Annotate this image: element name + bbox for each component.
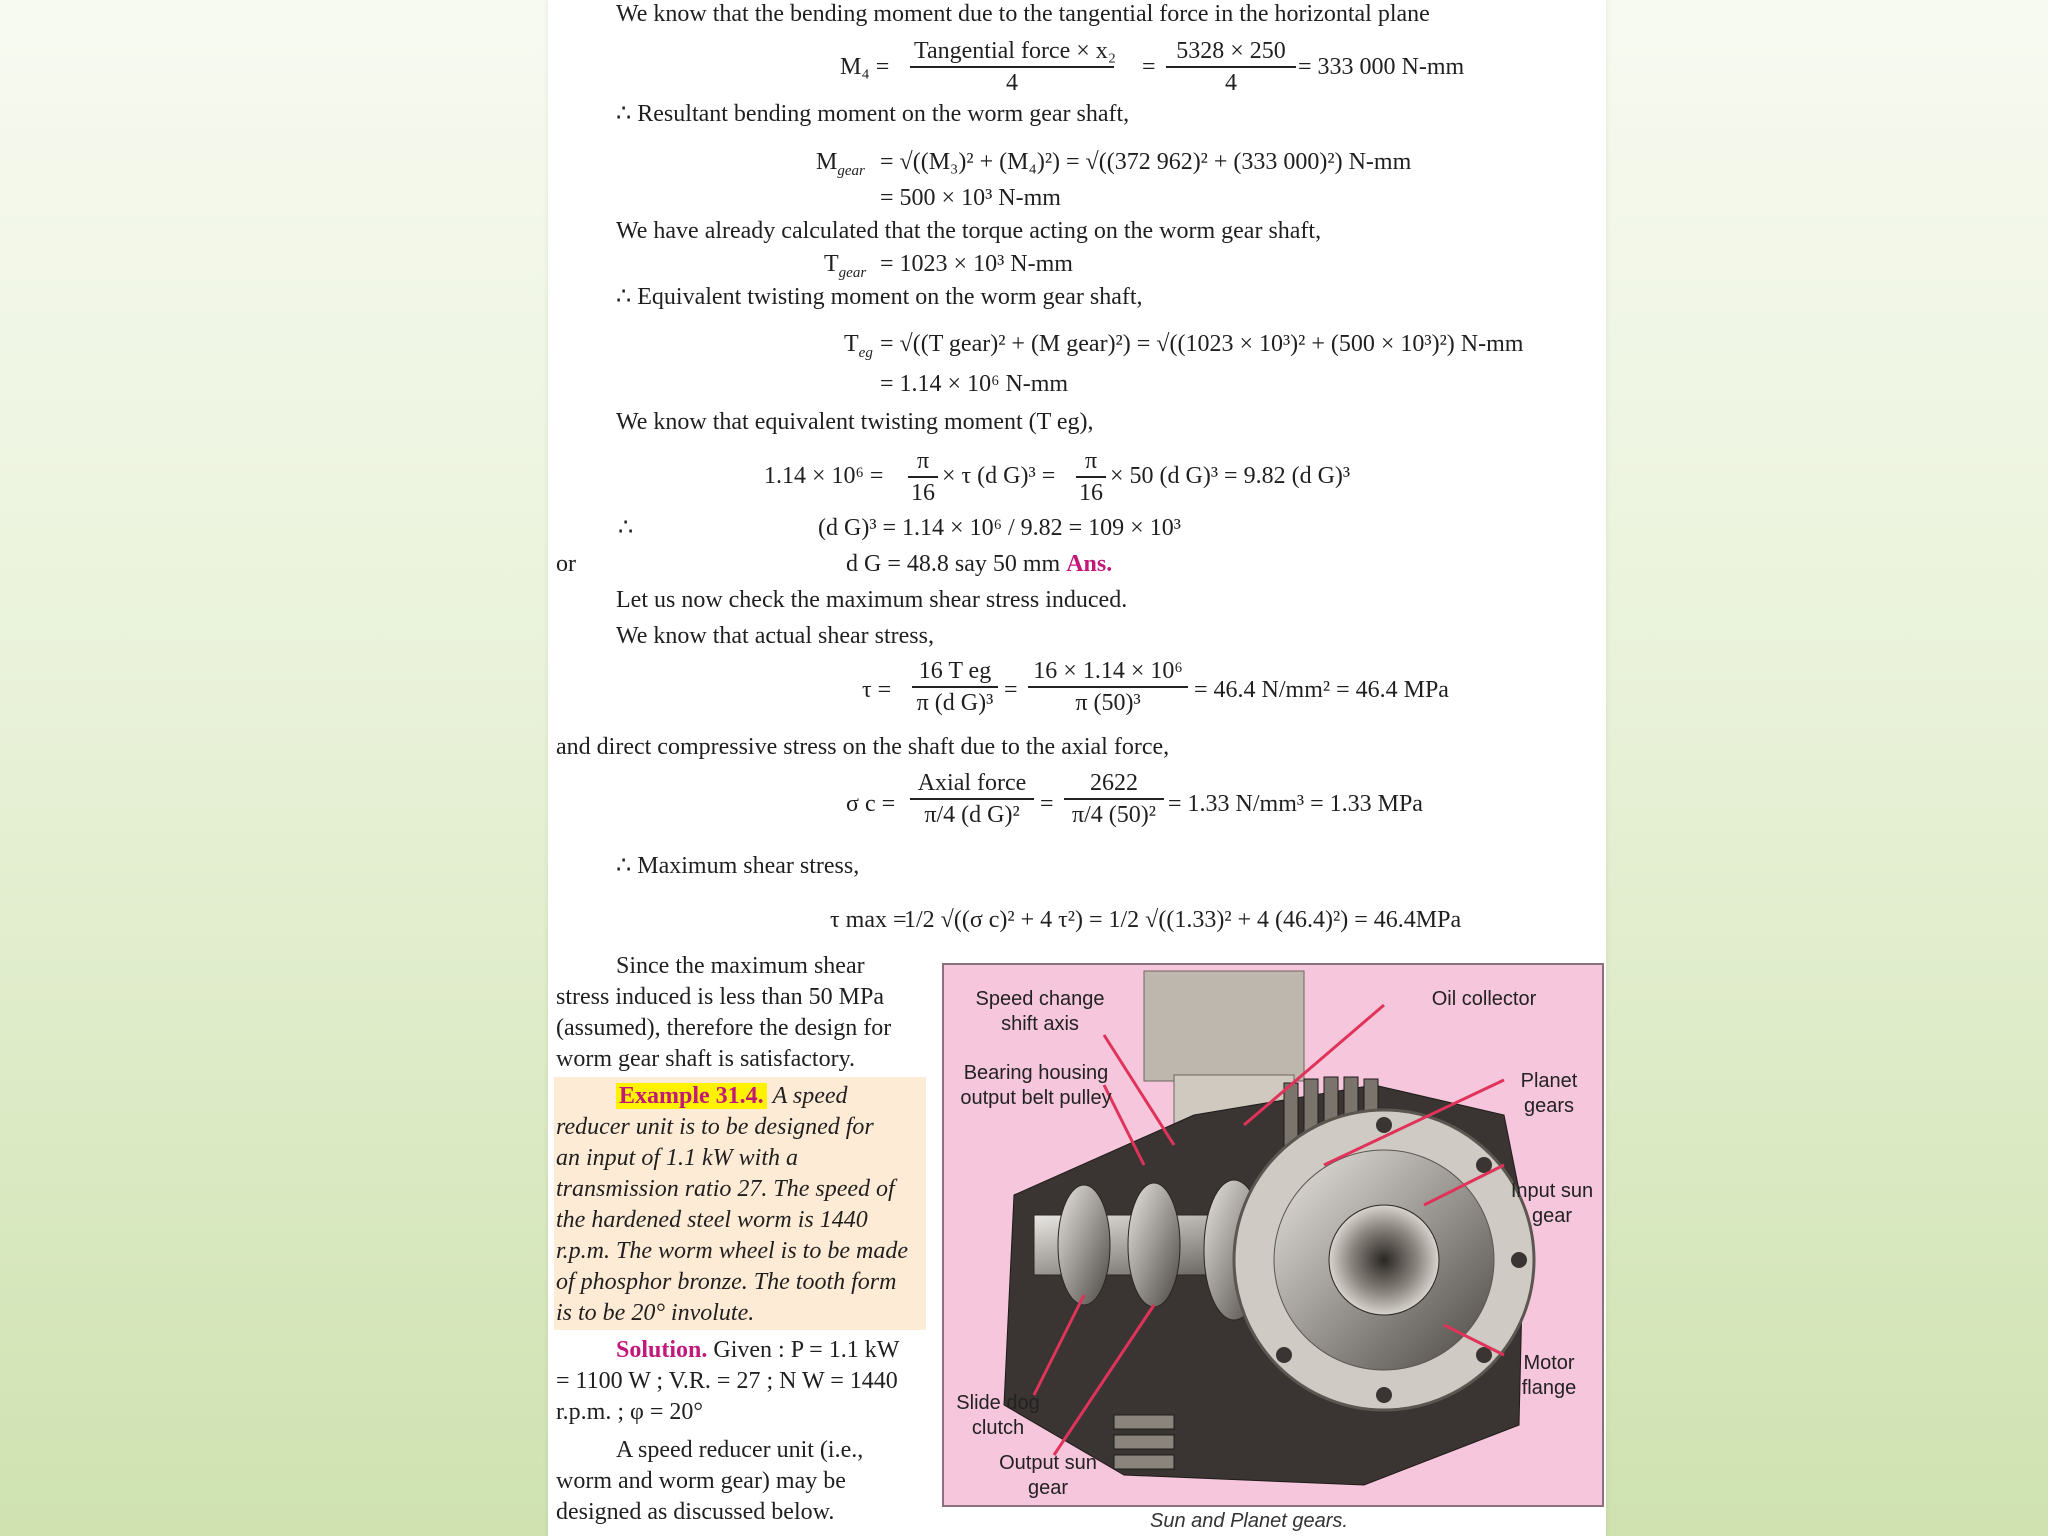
teg-subscript: eg	[858, 344, 873, 361]
teg-symbol: T	[844, 331, 859, 357]
equals-sign: =	[1142, 54, 1156, 80]
label-line: Input sun	[1510, 1180, 1594, 1202]
m4-result: = 333 000 N-mm	[1298, 54, 1465, 80]
paragraph-line: (assumed), therefore the design for	[556, 1015, 892, 1041]
bottom-fins	[1114, 1415, 1174, 1469]
sixteen-denominator: 16	[911, 480, 935, 506]
label-line: output belt pulley	[960, 1087, 1112, 1109]
paragraph-line: stress induced is less than 50 MPa	[556, 984, 884, 1010]
label-input-sun-gear	[1504, 1179, 1600, 1229]
solution-line: r.p.m. ; φ = 20°	[556, 1399, 703, 1425]
m4-lhs: M₄ =	[840, 54, 890, 80]
label-line: Output sun	[999, 1452, 1097, 1474]
example-line: r.p.m. The worm wheel is to be made	[556, 1238, 908, 1264]
mgear-equation-1: = √((M₃)² + (M₄)²) = √((372 962)² + (333 000)²) N-mm	[880, 149, 1412, 175]
equals-sign: =	[1040, 791, 1054, 817]
solution-line: = 1100 W ; V.R. = 27 ; N W = 1440	[556, 1368, 898, 1394]
mgear-lhs	[816, 148, 865, 185]
tgear-subscript: gear	[838, 264, 867, 281]
m4-denominator-2: 4	[1225, 70, 1237, 96]
text-line: ∴ Resultant bending moment on the worm gear shaft,	[616, 101, 1130, 127]
label-speed-change	[956, 987, 1124, 1037]
label-line: Oil collector	[1431, 988, 1537, 1010]
m4-fraction-1	[910, 36, 1117, 98]
label-line: gear	[1027, 1477, 1069, 1499]
label-bearing-housing	[948, 1061, 1124, 1111]
m4-numerator-1: Tangential force × x₂	[910, 36, 1114, 68]
label-slide-dog-clutch	[948, 1391, 1048, 1441]
sigma-denominator-1: π/4 (d G)²	[924, 802, 1020, 828]
equals-sign: =	[1004, 677, 1018, 703]
pi-numerator: π	[908, 446, 938, 478]
tau-denominator-1: π (d G)³	[916, 690, 994, 716]
solution-paragraph-line: worm and worm gear) may be	[556, 1468, 846, 1494]
eq7-text: d G = 48.8 say 50 mm	[846, 551, 1061, 577]
eq5-middle-1: × τ (d G)³ =	[942, 463, 1056, 489]
tau-max-lhs: τ max =	[830, 907, 907, 933]
tgear-equation: = 1023 × 10³ N-mm	[880, 251, 1073, 277]
label-line: Planet	[1520, 1070, 1578, 1092]
slide-dog-clutch-gear	[1058, 1185, 1110, 1305]
example-line: transmission ratio 27. The speed of	[556, 1176, 895, 1202]
tgear-symbol: T	[824, 251, 839, 277]
therefore-symbol: ∴	[618, 515, 634, 541]
sigma-denominator-2: π/4 (50)²	[1072, 802, 1156, 828]
mgear-symbol: M	[816, 149, 838, 175]
solution-given: Given : P = 1.1 kW	[713, 1337, 900, 1363]
sigma-lhs: σ c =	[846, 791, 896, 817]
teg-equation-1: = √((T gear)² + (M gear)²) = √((1023 × 10³)² + (500 × 10³)²) N-mm	[880, 331, 1524, 357]
label-line: Motor	[1523, 1352, 1575, 1374]
paragraph-line: Since the maximum shear	[616, 953, 865, 979]
label-motor-flange	[1504, 1351, 1594, 1401]
tau-numerator-1: 16 T eg	[912, 656, 998, 688]
tau-denominator-2: π (50)³	[1075, 690, 1141, 716]
m4-numerator-2: 5328 × 250	[1166, 36, 1296, 68]
solution-paragraph-line: designed as discussed below.	[556, 1499, 835, 1525]
text-line: ∴ Equivalent twisting moment on the worm gear shaft,	[616, 284, 1143, 310]
tau-result: = 46.4 N/mm² = 46.4 MPa	[1194, 677, 1449, 703]
answer-label: Ans.	[1066, 551, 1113, 577]
text-line: ∴ Maximum shear stress,	[616, 853, 860, 879]
m4-fraction-2	[1166, 36, 1296, 98]
mgear-equation-2: = 500 × 10³ N-mm	[880, 185, 1061, 211]
text-line: Let us now check the maximum shear stress induced.	[616, 587, 1128, 613]
example-line: the hardened steel worm is 1440	[556, 1207, 868, 1233]
tau-fraction-2	[1028, 656, 1188, 718]
or-word: or	[556, 551, 576, 577]
top-housing-block	[1144, 971, 1304, 1081]
eq7	[846, 550, 1112, 578]
tau-max-equation: 1/2 √((σ c)² + 4 τ²) = 1/2 √((1.33)² + 4 (46.4)²) = 46.4MPa	[904, 907, 1462, 933]
tau-numerator-2: 16 × 1.14 × 10⁶	[1028, 656, 1188, 688]
sixteen-denominator: 16	[1079, 480, 1103, 506]
output-sun-gear	[1128, 1183, 1180, 1307]
example-label: Example 31.4.	[616, 1083, 767, 1109]
text-line: We have already calculated that the torque acting on the worm gear shaft,	[616, 218, 1322, 244]
example-line: of phosphor bronze. The tooth form	[556, 1269, 897, 1295]
label-line: gear	[1531, 1205, 1573, 1227]
paragraph-line: worm gear shaft is satisfactory.	[556, 1046, 856, 1072]
label-oil-collector	[1414, 987, 1554, 1012]
m4-denominator-1: 4	[1006, 70, 1018, 96]
sigma-numerator-2: 2622	[1064, 768, 1164, 800]
example-heading	[616, 1082, 848, 1110]
label-line: clutch	[971, 1417, 1025, 1439]
sigma-fraction-1	[910, 768, 1034, 830]
label-line: flange	[1521, 1377, 1577, 1399]
figure-caption: Sun and Planet gears.	[1150, 1510, 1348, 1532]
text-line: We know that equivalent twisting moment (T eg),	[616, 409, 1094, 435]
label-line: gears	[1523, 1095, 1575, 1117]
label-planet-gears	[1504, 1069, 1594, 1119]
label-line: shift axis	[1001, 1013, 1079, 1035]
pi-numerator: π	[1076, 446, 1106, 478]
tau-fraction-1	[912, 656, 998, 718]
solution-heading	[616, 1336, 899, 1364]
example-line: is to be 20° involute.	[556, 1300, 755, 1326]
label-output-sun-gear	[988, 1451, 1108, 1501]
mgear-subscript: gear	[837, 162, 865, 179]
eq5-lhs: 1.14 × 10⁶ =	[764, 463, 884, 489]
solution-paragraph-line: A speed reducer unit (i.e.,	[616, 1437, 864, 1463]
text-line: and direct compressive stress on the shaft due to the axial force,	[556, 734, 1170, 760]
teg-equation-2: = 1.14 × 10⁶ N-mm	[880, 371, 1069, 397]
tgear-lhs	[824, 250, 866, 287]
sigma-result: = 1.33 N/mm³ = 1.33 MPa	[1168, 791, 1423, 817]
eq6: (d G)³ = 1.14 × 10⁶ / 9.82 = 109 × 10³	[818, 515, 1181, 541]
label-line: Bearing housing	[963, 1062, 1109, 1084]
teg-lhs	[844, 330, 873, 367]
text-line: We know that the bending moment due to the tangential force in the horizontal plane	[616, 1, 1430, 27]
eq5-middle-2: × 50 (d G)³ = 9.82 (d G)³	[1110, 463, 1351, 489]
sigma-numerator-1: Axial force	[910, 768, 1034, 800]
pi-over-16-fraction	[1076, 446, 1106, 508]
sigma-fraction-2	[1064, 768, 1164, 830]
gear-figure	[942, 963, 1604, 1507]
label-line: Speed change	[975, 988, 1105, 1010]
example-first-words: A speed	[772, 1083, 848, 1109]
text-line: We know that actual shear stress,	[616, 623, 934, 649]
label-line: Slide dog	[956, 1392, 1040, 1414]
example-line: an input of 1.1 kW with a	[556, 1145, 798, 1171]
pi-over-16-fraction	[908, 446, 938, 508]
input-sun-gear-hub	[1329, 1205, 1439, 1315]
solution-label: Solution.	[616, 1337, 708, 1363]
tau-lhs: τ =	[862, 677, 892, 703]
example-line: reducer unit is to be designed for	[556, 1114, 874, 1140]
